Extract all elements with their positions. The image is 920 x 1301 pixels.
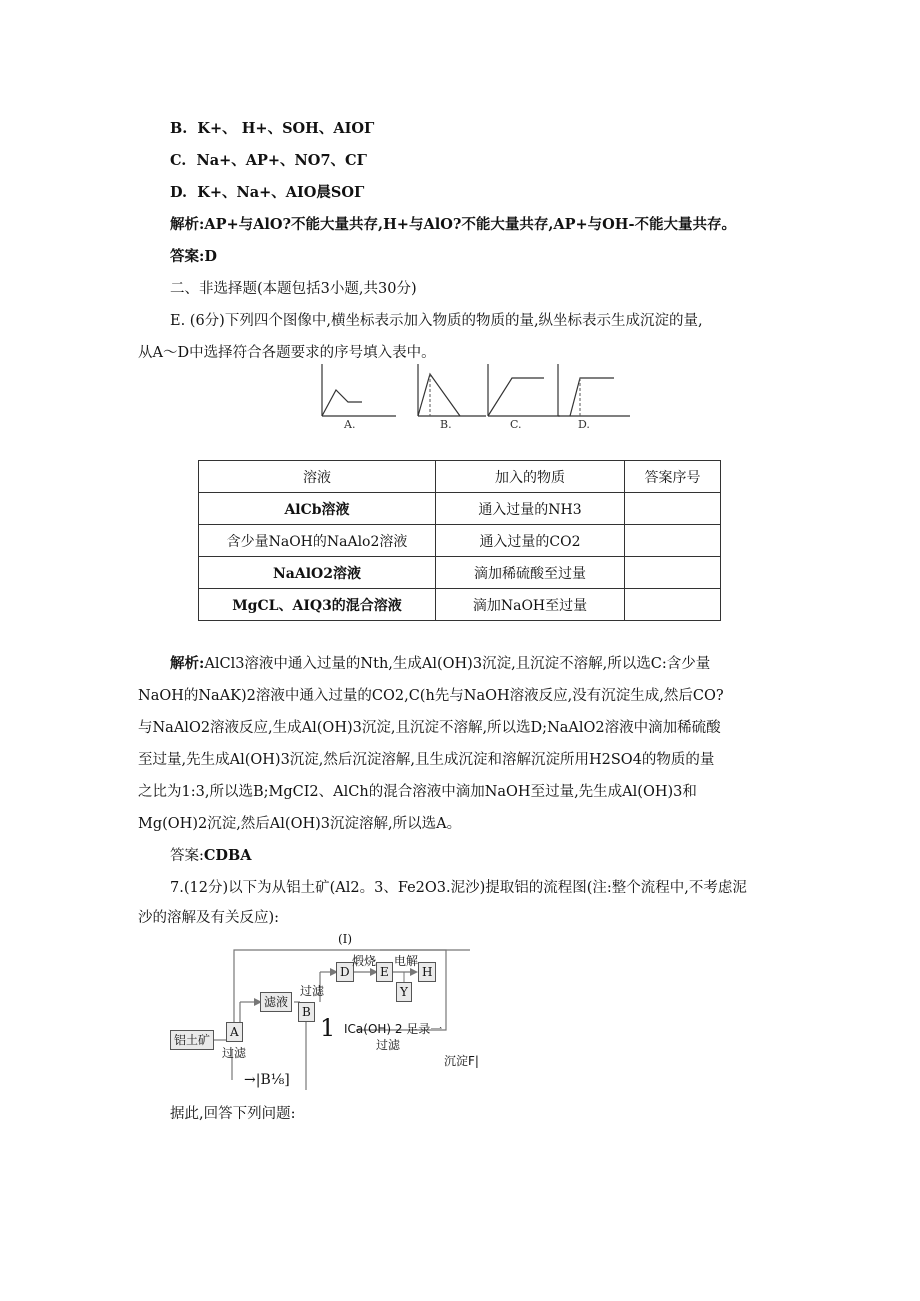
answer-1: 答案:D	[170, 248, 217, 265]
table-row: MgCL、AIQ3的混合溶液 滴加NaOH至过量	[199, 589, 721, 621]
question-6-line1: E. (6分)下列四个图像中,横坐标表示加入物质的物质的量,纵坐标表示生成沉淀的量,	[170, 313, 703, 329]
box-h: H	[418, 962, 436, 982]
graph-c-label: C.	[510, 418, 522, 431]
precipitate-f-label: 沉淀F|	[444, 1054, 479, 1068]
loop-label: (Ⅰ)	[338, 932, 353, 946]
option-b: B. K+、 H+、SOH、AIOΓ	[170, 120, 375, 137]
option-c: C. Na+、AP+、NO7、CΓ	[170, 152, 367, 169]
analysis-2-line4: 至过量,先生成Al(OH)3沉淀,然后沉淀溶解,且生成沉淀和溶解沉淀所用H2SO4的物质的量	[138, 752, 715, 768]
box-b: B	[298, 1002, 315, 1022]
section-heading: 二、非选择题(本题包括3小题,共30分)	[170, 281, 417, 297]
ore-box: 铝土矿	[170, 1030, 214, 1050]
box-y: Y	[396, 982, 412, 1002]
closing-line: 据此,回答下列问题:	[170, 1106, 296, 1122]
calcine-label: 煅烧	[352, 954, 377, 968]
option-d: D. K+、Na+、AIO晨SOΓ	[170, 184, 365, 201]
header-solution: 溶液	[199, 461, 436, 493]
filter-2-label: 过滤	[300, 984, 325, 998]
box-a: A	[226, 1022, 243, 1042]
header-added: 加入的物质	[436, 461, 625, 493]
filter-1-label: 过滤	[222, 1046, 247, 1060]
analysis-2-line5: 之比为1:3,所以选B;MgCI2、AlCh的混合溶液中滴加NaOH至过量,先生成Al(OH)3和	[138, 784, 697, 800]
filtrate-box: 滤液	[260, 992, 292, 1012]
question-7-line2: 沙的溶解及有关反应):	[138, 910, 280, 926]
graph-d	[554, 360, 634, 420]
analysis-2-line1: 解析:AlCl3溶液中通入过量的Nth,生成Al(OH)3沉淀,且沉淀不溶解,所以选C:含少量	[170, 655, 711, 672]
number-one: 1	[320, 1014, 336, 1042]
header-answer: 答案序号	[625, 461, 721, 493]
box-d: D	[336, 962, 354, 982]
graph-a	[318, 360, 398, 420]
electrolysis-label: 电解	[394, 954, 419, 968]
table-row: AlCb溶液 通入过量的NH3	[199, 493, 721, 525]
graph-b-label: B.	[440, 418, 452, 431]
answer-2: 答案:CDBA	[170, 847, 252, 864]
caoh-label: ICa(OH) 2 足录一	[344, 1022, 443, 1036]
analysis-2-line6: Mg(OH)2沉淀,然后Al(OH)3沉淀溶解,所以选A。	[138, 816, 462, 832]
filter-3-label: 过滤	[376, 1038, 401, 1052]
bottom-label: →|B⅛]	[244, 1072, 290, 1088]
table-row: NaAlO2溶液 滴加稀硫酸至过量	[199, 557, 721, 589]
table-row: 含少量NaOH的NaAlo2溶液 通入过量的CO2	[199, 525, 721, 557]
answer-table	[198, 460, 721, 621]
graph-a-label: A.	[344, 418, 356, 431]
table-header	[199, 461, 721, 493]
analysis-2-line3: 与NaAlO2溶液反应,生成Al(OH)3沉淀,且沉淀不溶解,所以选D;NaAlO2溶液中滴加稀硫酸	[138, 720, 721, 736]
question-7-line1: 7.(12分)以下为从铝土矿(Al2。3、Fe2O3.泥沙)提取铝的流程图(注:整个流程中,不考虑泥	[170, 880, 747, 896]
analysis-2-line2: NaOH的NaAK)2溶液中通入过量的CO2,C(h先与NaOH溶液反应,没有沉淀生成,然后CO?	[138, 688, 724, 704]
box-e: E	[376, 962, 393, 982]
flow-diagram	[160, 930, 640, 1090]
graph-c	[484, 360, 564, 420]
graph-b	[414, 360, 494, 420]
graph-d-label: D.	[578, 418, 590, 431]
question-6-line2: 从A～D中选择符合各题要求的序号填入表中。	[138, 345, 436, 361]
analysis-1: 解析:AP+与AlO?不能大量共存,H+与AlO?不能大量共存,AP+与OH-不能大量共存。	[170, 216, 737, 233]
